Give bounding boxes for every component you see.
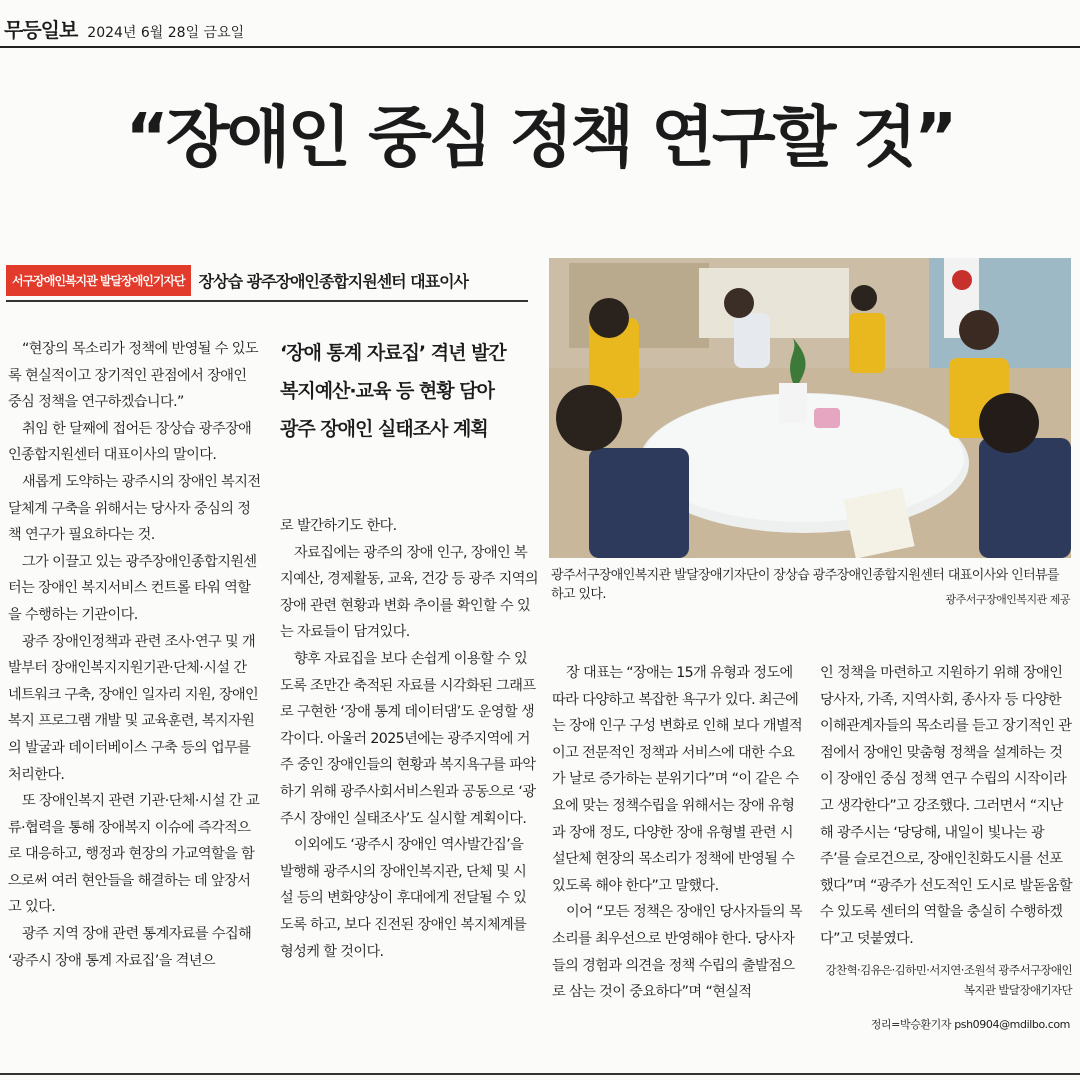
newspaper-name: 무등일보: [4, 18, 78, 42]
subheadline: [280, 334, 535, 448]
paragraph: 향후 자료집을 보다 손쉽게 이용할 수 있도록 조만간 축적된 자료를 시각화된 그래프로 구현한 ‘장애 통계 데이터댐’도 운영할 생각이다. 아울러 2025년에는 광주지역에 거주 중인 장애인들의 현황과 복지욕구를 파악하기 위해 광주사회서비스원과 공동으로 ‘광주시 장애인 실태조사’도 실시할 계획이다.: [280, 650, 536, 827]
paragraph: 자료집에는 광주의 장애 인구, 장애인 복지예산, 경제활동, 교육, 건강 등 광주 지역의 장애 관련 현황과 변화 추이를 확인할 수 있는 자료들이 담겨있다.: [280, 544, 538, 641]
paragraph: 새롭게 도약하는 광주시의 장애인 복지전달체계 구축을 위해서는 당사자 중심의 정책 연구가 필요하다는 것.: [8, 473, 261, 544]
subhead-line: 광주 장애인 실태조사 계획: [280, 418, 488, 440]
paragraph: 또 장애인복지 관련 기관·단체·시설 간 교류·협력을 통해 장애복지 이슈에 즉각적으로 대응하고, 행정과 현장의 가교역할을 함으로써 여러 현안들을 해결하는 데 앞장서고 있다.: [8, 793, 260, 916]
paragraph: 취임 한 달째에 접어든 장상습 광주장애인종합지원센터 대표이사의 말이다.: [8, 420, 252, 464]
interviewee-name: 장상습 광주장애인종합지원센터 대표이사: [198, 271, 469, 291]
editor-credit: 정리=박승환기자 psh0904@mdilbo.com: [870, 1018, 1070, 1031]
byline: 강찬혁·김유은·김하민·서지연·조원석 광주서구장애인복지관 발달장애기자단: [825, 963, 1072, 997]
section-tag: 서구장애인복지관 발달장애인기자단: [6, 265, 191, 296]
bottom-rule: [0, 1073, 1080, 1075]
article-column-3: [552, 660, 804, 1006]
interview-photo: [549, 258, 1071, 558]
paragraph: 그가 이끌고 있는 광주장애인종합지원센터는 장애인 복지서비스 컨트롤 타워 역할을 수행하는 기관이다.: [8, 553, 257, 623]
paragraph: 광주 장애인정책과 관련 조사·연구 및 개발부터 장애인복지지원기관·단체·시설 간 네트워크 구축, 장애인 일자리 지원, 장애인복지 프로그램 개발 및 교육훈련, 복지자원의 발굴과 데이터베이스 구축 등의 업무를 처리한다.: [8, 633, 259, 783]
photo-credit: 광주서구장애인복지관 제공: [945, 593, 1070, 606]
top-rule: [0, 46, 1080, 48]
article-column-4: [820, 660, 1072, 953]
headline: “장애인 중심 정책 연구할 것”: [125, 99, 955, 176]
masthead: [4, 14, 244, 42]
subhead-line: ‘장애 통계 자료집’ 격년 발간: [280, 342, 506, 364]
section-tag-bar: [6, 263, 528, 297]
paragraph: 장 대표는 “장애는 15개 유형과 정도에 따라 다양하고 복잡한 욕구가 있다. 최근에는 장애 인구 구성 변화로 인해 보다 개별적이고 전문적인 정책과 서비스에 대한 수요가 날로 증가하는 분위기다”며 “이 같은 수요에 맞는 정책수립을 위해서는 장애 유형과 장애 정도, 다양한 장애 유형별 관련 시설단체 현장의 목소리가 정책에 반영될 수 있도록 해야 한다”고 말했다.: [552, 665, 803, 894]
paragraph: 이외에도 ‘광주시 장애인 역사발간집’을 발행해 광주시의 장애인복지관, 단체 및 시설 등의 변화양상이 후대에게 전달될 수 있도록 하고, 보다 진전된 장애인 복지체계를 형성케 할 것이다.: [280, 837, 527, 960]
paragraph: 이어 “모든 정책은 장애인 당사자들의 목소리를 최우선으로 반영해야 한다. 당사자들의 경험과 의견을 정책 수립의 출발점으로 삼는 것이 중요하다”며 “현실적: [552, 904, 802, 1001]
paragraph: 광주 지역 장애 관련 통계자료를 수집해 ‘광주시 장애 통계 자료집’을 격년으: [8, 926, 252, 969]
paragraph: 인 정책을 마련하고 지원하기 위해 장애인 당사자, 가족, 지역사회, 종사자 등 다양한 이해관계자들의 목소리를 듣고 장기적인 관점에서 장애인 맞춤형 정책을 설계하는 것이 장애인 중심 정책 연구 수립의 시작이라고 생각한다”고 강조했다. 그러면서 “지난해 광주시는 ‘당당해, 내일이 빛나는 광주’를 슬로건으로, 장애인친화도시를 선포했다”며 “광주가 선도적인 도시로 발돋움할 수 있도록 센터의 역할을 충실히 수행하겠다”고 덧붙였다.: [820, 665, 1072, 947]
paragraph: “현장의 목소리가 정책에 반영될 수 있도록 현실적이고 장기적인 관점에서 장애인 중심 정책을 연구하겠습니다.”: [8, 341, 258, 411]
issue-date: 2024년 6월 28일 금요일: [87, 25, 245, 41]
subhead-line: 복지예산·교육 등 현황 담아: [280, 380, 494, 402]
photo-caption: 광주서구장애인복지관 발달장애기자단이 장상습 광주장애인종합지원센터 대표이사와 인터뷰를 하고 있다.: [551, 568, 1059, 602]
paragraph: 로 발간하기도 한다.: [280, 518, 397, 534]
tag-rule: [6, 300, 528, 302]
interview-photo-illustration: [549, 258, 1071, 558]
article-column-2: [280, 513, 538, 965]
article-column-1: [8, 336, 263, 974]
